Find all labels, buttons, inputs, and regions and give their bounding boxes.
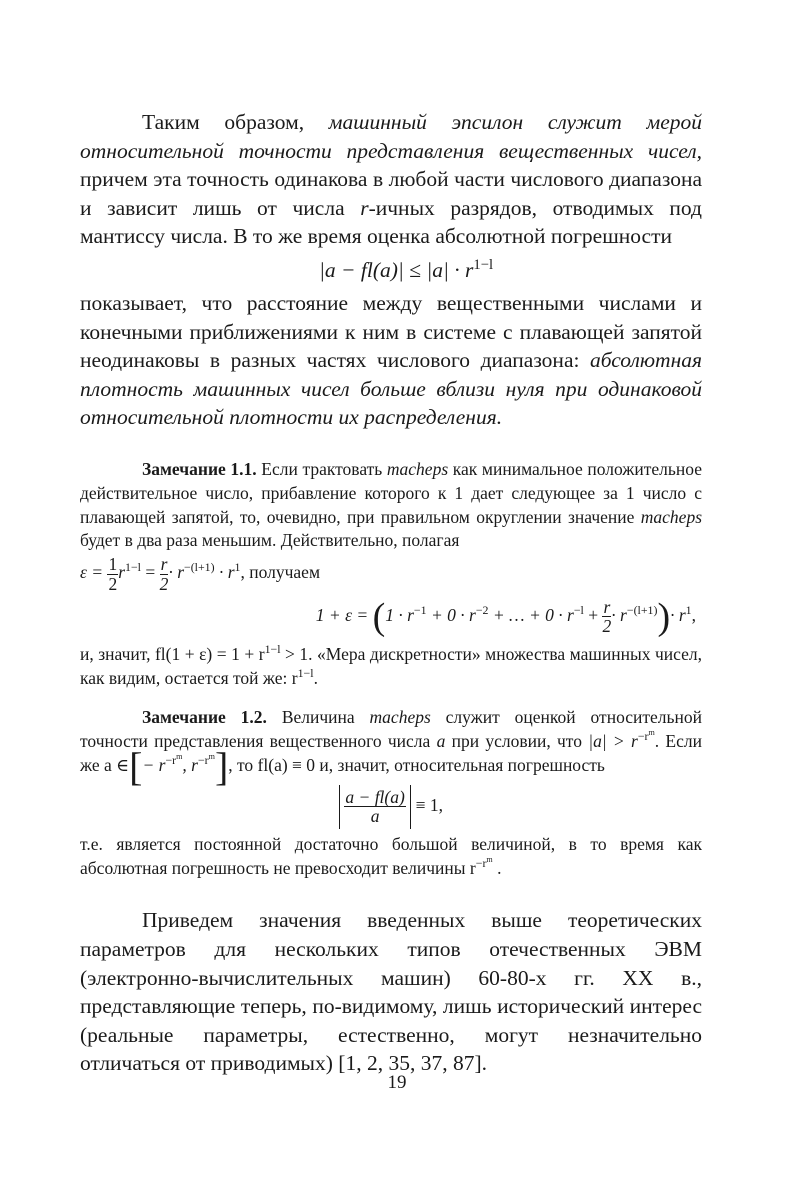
formula-abs-error: $|a - fl(a)| \le |a| \cdot r^{1-l}$ (318, 256, 494, 282)
remark-2: Замечание 1.2. Величина macheps служит оценкой относительной точности представления вещественного числа a при условии, что $|a| > r^{-r^m}$. Если же a ∈[− $r^{-r^m}$, $r^{-r^m}$], то fl(a) ≡ 0 и, значит, относительная погрешность (80, 707, 702, 790)
remark-1: Замечание 1.1. Если трактовать macheps как минимальное положительное действительное число, прибавление которого к 1 дает следующее за 1 число с плавающей запятой, то, очевидно, при правильном округлении значение macheps будет в два раза меньшим. Действительно, полагая (80, 458, 702, 551)
remark-2-label: Замечание 1.2. (142, 707, 267, 728)
formula-relative-error: $\frac{a - fl(a)}{a}$ ≡ 1, (80, 785, 702, 829)
remark-2-conclusion: т.е. является постоянной достаточно большой величиной, в то время как абсолютная погрешность не превосходит величины $r^{-r^m}$ . (80, 833, 702, 878)
page-body (80, 108, 702, 1078)
paragraph-3: Приведем значения введенных выше теоретических параметров для нескольких типов отечественных ЭВМ (электронно-вычислительных машин) 60-80-х гг. XX в., представляющие теперь, по-видимому, лишь исторический интерес (реальные параметры, естественно, могут незначительно отличаться от приводимых) [1, 2, 35, 37, 87]. (80, 908, 702, 1076)
remark-1-conclusion: и, значит, $fl(1 + \varepsilon) = 1 + r^{1-l} > 1$. «Мера дискретности» множества машинных чисел, как видим, остается той же: $r^{1-l}$. (80, 642, 703, 688)
formula-one-plus-eps: $1 + \varepsilon = (1 \cdot r^{-1} + 0 \cdot r^{-2}$ + … + $0 \cdot r^{-l}$ + $\frac{r}{2}$ · $r^{-(l+1)})\cdot r^1$, (315, 595, 696, 638)
remark-1-label: Замечание 1.1. (142, 458, 257, 479)
paragraph-1: Таким образом, машинный эпсилон служит мерой относительной точности представления вещественных чисел, причем эта точность одинакова в любой части числового диапазона и зависит лишь от числа r-ичных разрядов, отводимых под мантиссу числа. В то же время оценка абсолютной погрешности (80, 110, 702, 249)
paragraph-2: показывает, что расстояние между вещественными числами и конечными приближениями к ним в системе с плавающей запятой неодинаковы в разных частях числового диапазона: абсолютная плотность машинных чисел больше вблизи нуля при одинаковой относительной плотности их распределения. (80, 290, 702, 430)
page-number: 19 (387, 1072, 407, 1093)
formula-epsilon: ε = $\frac{1}{2}$ $r^{1-l}$ = $\frac{r}{2}$ · $r^{-(l+1)} \cdot r^1$, получаем (80, 554, 321, 594)
